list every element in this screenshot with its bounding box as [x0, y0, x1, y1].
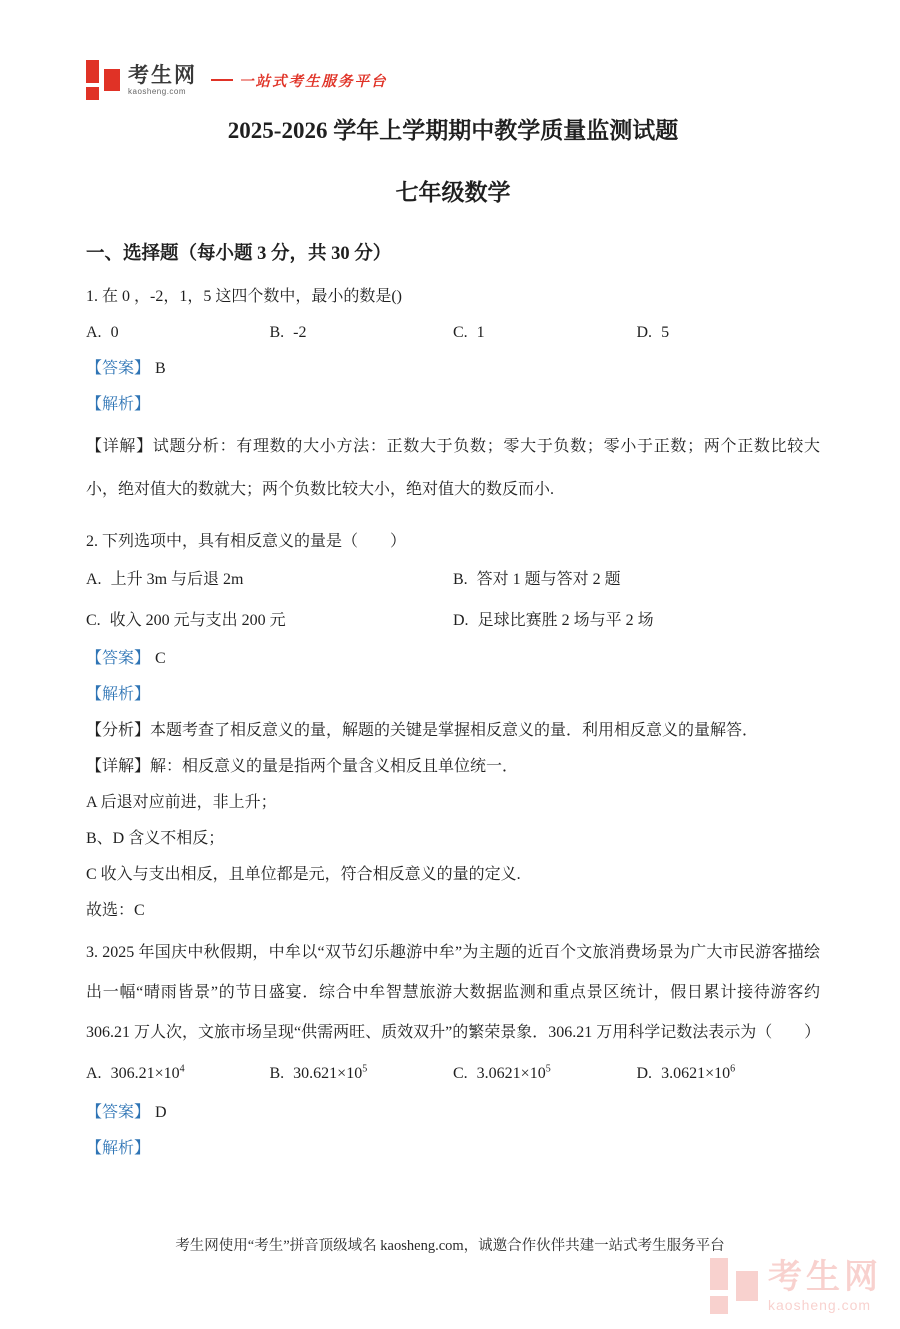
option-b-label: B.: [269, 1065, 285, 1082]
option-c-text: 1: [476, 324, 485, 341]
option-a: [86, 569, 453, 590]
logo-domain: kaosheng.com: [128, 86, 187, 96]
option-d-label: D.: [636, 324, 653, 341]
option-b: [270, 1063, 454, 1084]
option-a-text: 上升 3m 与后退 2m: [110, 571, 244, 588]
option-b-label: B.: [453, 571, 468, 588]
question-2-stem: 2. 下列选项中，具有相反意义的量是（ ）: [86, 533, 407, 550]
option-d-text: 足球比赛胜 2 场与平 2 场: [477, 612, 654, 629]
option-b-text: 答对 1 题与答对 2 题: [476, 571, 621, 588]
jiexi-label: 【解析】: [86, 1140, 151, 1157]
question-2-conclusion: 故选：C: [86, 902, 145, 919]
jiexi-label: 【解析】: [86, 686, 151, 703]
question-2-options-row-2: [86, 610, 820, 631]
watermark-domain: kaosheng.com: [768, 1297, 872, 1313]
question-3-answer: [86, 1102, 820, 1123]
question-2-answer: [86, 648, 820, 669]
option-b-text: -2: [293, 324, 307, 341]
option-a-label: A.: [86, 324, 102, 341]
answer-value: C: [155, 650, 166, 667]
question-3-options: [86, 1063, 820, 1084]
option-c-label: C.: [453, 324, 468, 341]
option-c: [86, 610, 453, 631]
question-2-jiexi: [86, 684, 820, 705]
option-c: [453, 1063, 637, 1084]
option-c-label: C.: [453, 1065, 468, 1082]
watermark-brand: 考生网: [768, 1258, 882, 1296]
option-d: [453, 610, 820, 631]
kaosheng-watermark-icon: [710, 1258, 758, 1314]
question-3-jiexi: [86, 1138, 820, 1159]
option-a-label: A.: [86, 571, 102, 588]
question-2-line-c: C 收入与支出相反，且单位都是元，符合相反意义的量的定义.: [86, 866, 521, 883]
option-d-text: $3.0621\times 10^6$: [661, 1063, 736, 1082]
question-1-jiexi: [86, 394, 820, 415]
logo-dash-divider: [211, 79, 233, 81]
answer-value: D: [155, 1104, 167, 1121]
answer-label: 【答案】: [86, 1104, 151, 1121]
option-b: [453, 569, 820, 590]
option-d-text: 5: [661, 324, 670, 341]
logo-brand: 考生网: [128, 63, 197, 87]
page-content: [0, 56, 900, 1159]
logo-text: [128, 65, 197, 96]
option-c-text: $3.0621\times 10^5$: [476, 1063, 551, 1082]
option-d: [637, 1063, 821, 1084]
page-title: 2025-2026 学年上学期期中教学质量监测试题: [227, 118, 679, 143]
exam-page: [0, 56, 900, 1329]
page-footer: 考生网使用“考生”拼音顶级域名 kaosheng.com，诚邀合作伙伴共建一站式考生服务平台: [175, 1238, 725, 1254]
answer-value: B: [155, 360, 166, 377]
logo-tagline: 一站式考生服务平台: [239, 73, 388, 90]
option-d-label: D.: [636, 1065, 653, 1082]
option-c: [453, 322, 637, 343]
question-1-stem: 1. 在 0 ，-2，1，5 这四个数中，最小的数是(): [86, 288, 402, 305]
page-subtitle: 七年级数学: [395, 180, 511, 205]
option-c-text: 收入 200 元与支出 200 元: [109, 612, 286, 629]
answer-label: 【答案】: [86, 360, 151, 377]
option-c-label: C.: [86, 612, 101, 629]
question-2-options-row-1: [86, 569, 820, 590]
question-2-line-bd: B、D 含义不相反；: [86, 830, 225, 847]
option-a-text: 0: [110, 324, 119, 341]
section-heading: 一、选择题（每小题 3 分，共 30 分）: [86, 244, 392, 264]
option-a: [86, 322, 270, 343]
option-b: [270, 322, 454, 343]
question-2-detail: 【详解】解：相反意义的量是指两个量含义相反且单位统一．: [86, 758, 519, 775]
question-1-answer: [86, 358, 820, 379]
option-b-text: $30.621\times 10^5$: [293, 1063, 368, 1082]
option-d-label: D.: [453, 612, 469, 629]
header-logo: [86, 56, 820, 104]
watermark-text: [768, 1260, 882, 1312]
option-b-label: B.: [269, 324, 285, 341]
option-d: [637, 322, 821, 343]
answer-label: 【答案】: [86, 650, 151, 667]
question-2-analysis: 【分析】本题考查了相反意义的量，解题的关键是掌握相反意义的量．利用相反意义的量解答．: [86, 722, 759, 739]
question-1-detail: 【详解】试题分析：有理数的大小方法：正数大于负数；零大于负数；零小于正数；两个正数比较大小，绝对值大的数就大；两个负数比较大小，绝对值大的数反而小.: [86, 438, 820, 498]
question-2-line-a: A 后退对应前进，非上升；: [86, 794, 277, 811]
kaosheng-logo-icon: [86, 60, 120, 100]
question-3-stem: 3. 2025 年国庆中秋假期，中牟以“双节幻乐趣游中牟”为主题的近百个文旅消费场景为广大市民游客描绘出一幅“晴雨皆景”的节日盛宴．综合中牟智慧旅游大数据监测和重点景区统计，假日累计接待游客约 306.21 万人次，文旅市场呈现“供需两旺、质效双升”的繁荣景象．306.21 万用科学记数法表示为（ ）: [86, 944, 821, 1041]
question-1-options: [86, 322, 820, 343]
watermark-logo: [710, 1258, 882, 1314]
jiexi-label: 【解析】: [86, 396, 151, 413]
option-a-label: A.: [86, 1065, 102, 1082]
option-a-text: $306.21\times 10^4$: [110, 1063, 185, 1082]
option-a: [86, 1063, 270, 1084]
